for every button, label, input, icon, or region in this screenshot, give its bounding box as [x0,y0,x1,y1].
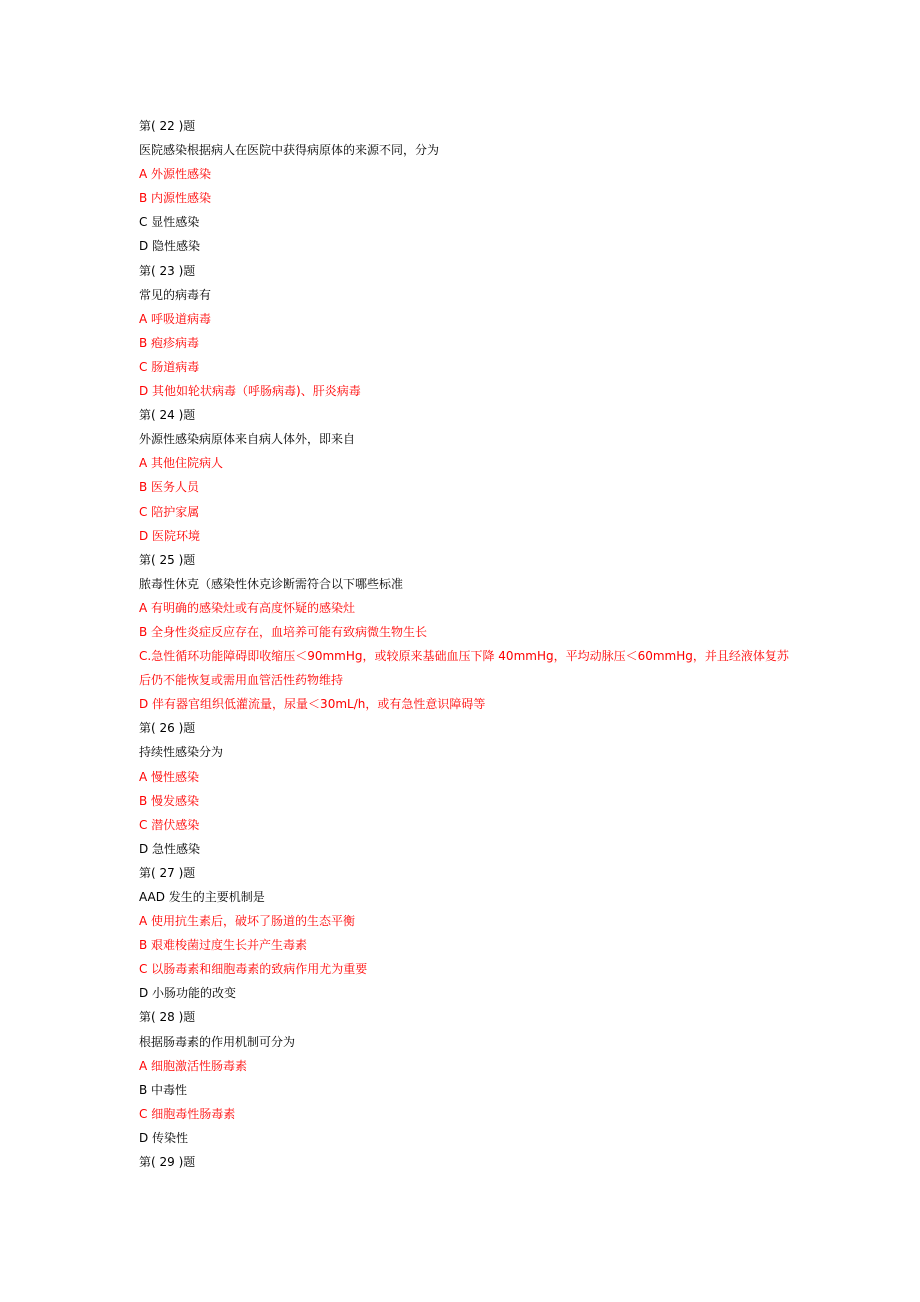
answer-option-correct: A 其他住院病人 [139,456,224,471]
question-stem: 根据肠毒素的作用机制可分为 [139,1034,296,1049]
answer-option-correct: A 细胞激活性肠毒素 [139,1058,248,1073]
answer-option: D 隐性感染 [139,239,201,254]
answer-option-correct: B 医务人员 [139,480,200,495]
question-block [139,716,789,861]
answer-option-correct: C 以肠毒素和细胞毒素的致病作用尤为重要 [139,962,368,977]
question-number: 第( 29 )题 [139,1155,196,1170]
question-block [139,861,789,1006]
answer-option: D 传染性 [139,1130,189,1145]
question-number: 第( 28 )题 [139,1010,196,1025]
answer-option-correct: D 医院环境 [139,528,201,543]
question-stem: 脓毒性休克（感染性休克诊断需符合以下哪些标准 [139,576,404,591]
answer-option-correct: A 外源性感染 [139,167,212,182]
answer-option-correct: A 慢性感染 [139,769,200,784]
question-number: 第( 27 )题 [139,865,196,880]
answer-option-correct: B 内源性感染 [139,191,212,206]
answer-option-correct: B 疱疹病毒 [139,335,200,350]
question-stem: 常见的病毒有 [139,287,212,302]
question-block [139,259,789,404]
answer-option-correct: B 艰难梭菌过度生长并产生毒素 [139,938,308,953]
answer-option: C 显性感染 [139,215,200,230]
question-stem: 医院感染根据病人在医院中获得病原体的来源不同，分为 [139,143,440,158]
answer-option-correct: C.急性循环功能障碍即收缩压＜90mmHg，或较原来基础血压下降 40mmHg，平均动脉压＜60mmHg，并且经液体复苏后仍不能恢复或需用血管活性药物维持 [139,649,789,688]
question-block [139,1005,789,1150]
question-stem: 外源性感染病原体来自病人体外，即来自 [139,432,356,447]
answer-option-correct: B 慢发感染 [139,793,200,808]
answer-option-correct: C 陪护家属 [139,504,200,519]
question-stem: AAD 发生的主要机制是 [139,890,265,904]
question-block [139,114,789,259]
answer-option-correct: D 伴有器官组织低灌流量，尿量＜30mL/h，或有急性意识障碍等 [139,697,486,712]
question-number: 第( 22 )题 [139,119,196,133]
answer-option-correct: C 潜伏感染 [139,817,200,832]
answer-option: D 小肠功能的改变 [139,986,237,1001]
answer-option-correct: A 使用抗生素后，破坏了肠道的生态平衡 [139,914,356,929]
question-number: 第( 25 )题 [139,552,196,567]
answer-option-correct: C 肠道病毒 [139,359,200,374]
question-number: 第( 24 )题 [139,408,196,423]
answer-option: D 急性感染 [139,841,201,856]
answer-option: B 中毒性 [139,1082,188,1097]
question-stem: 持续性感染分为 [139,745,224,760]
question-block [139,548,789,717]
answer-option-correct: C 细胞毒性肠毒素 [139,1106,236,1121]
question-list [139,114,789,1174]
question-block [139,1150,789,1174]
question-block [139,403,789,548]
answer-option-correct: A 有明确的感染灶或有高度怀疑的感染灶 [139,600,356,615]
answer-option-correct: A 呼吸道病毒 [139,311,212,326]
question-number: 第( 23 )题 [139,263,196,278]
answer-option-correct: B 全身性炎症反应存在，血培养可能有致病微生物生长 [139,624,428,639]
question-number: 第( 26 )题 [139,721,196,736]
answer-option-correct: D 其他如轮状病毒（呼肠病毒)、肝炎病毒 [139,384,361,399]
